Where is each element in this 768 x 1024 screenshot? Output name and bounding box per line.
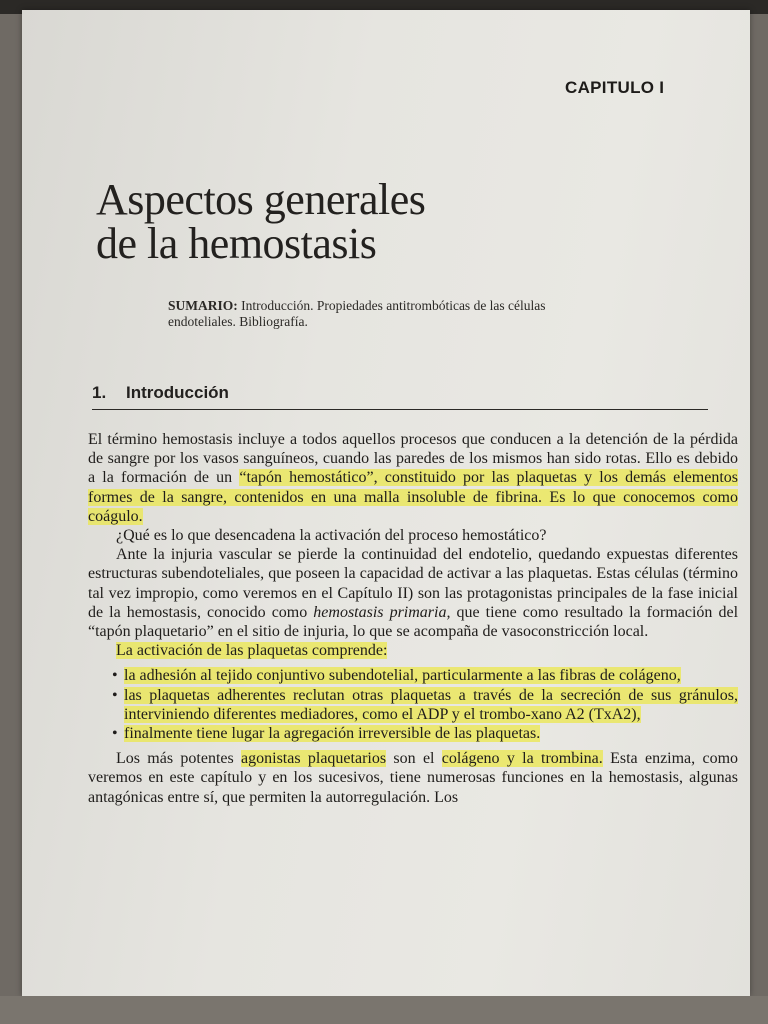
italic-term: hemostasis primaria, [313,603,451,621]
paragraph-5 [88,749,738,807]
bullet-icon: • [112,686,118,704]
bullet-icon: • [112,667,118,685]
bullet-list [88,666,738,743]
paragraph-1 [88,430,738,526]
body-text [88,430,738,807]
title-line-1: Aspectos generales [96,175,426,224]
list-item-text: finalmente tiene lugar la agregación irreversible de las plaquetas. [124,725,541,743]
section-heading [92,383,708,410]
chapter-title [96,175,426,268]
paragraph-5-text: Esta enzima, como veremos en este capítulo y en los sucesivos, tiene numerosas funciones en la hemostasis, algunas antagónicas entre sí, que permiten la autorregulación. Los [88,750,739,806]
photo-background-bottom [0,996,768,1024]
paragraph-5-text: son el [386,750,442,768]
paragraph-3 [88,545,738,641]
bullet-icon: • [112,725,118,743]
chapter-label: CAPITULO I [565,78,665,97]
highlighted-text: “tapón hemostático”, constituido por las plaquetas y los demás elementos formes de la sangre, contenidos en una malla insoluble de fibrina. Es lo que conocemos como coágulo. [88,469,739,525]
summary-text: Introducción. Propiedades antitrombóticas de las células endoteliales. Bibliografía. [168,298,546,329]
paragraph-5-text: Los más potentes [116,750,242,768]
highlighted-text: La activación de las plaquetas comprende: [116,642,388,660]
list-item [88,666,738,685]
paragraph-4 [88,641,738,660]
title-line-2: de la hemostasis [96,219,377,268]
section-number: 1. [92,383,107,402]
highlighted-text: agonistas plaquetarios [241,750,387,768]
list-item-text: la adhesión al tejido conjuntivo subendotelial, particularmente a las fibras de colágeno, [124,667,681,685]
highlighted-text: colágeno y la trombina. [441,750,603,768]
paragraph-2: ¿Qué es lo que desencadena la activación del proceso hemostático? [116,527,547,545]
paragraph-3-text: Ante la injuria vascular se pierde la continuidad del endotelio, quedando expuestas diferentes estructuras subendoteliales, que poseen la capacidad de activar a las plaquetas. Estas células (término tal vez impropio, como veremos en el Capítulo II) son las protagonistas principales de la fase inicial de la hemostasis, conocido como [88,546,738,621]
summary-label: SUMARIO: [168,298,238,313]
summary [168,298,598,330]
paragraph-3-end: que tiene como resultado la formación del “tapón plaquetario” en el sitio de injuria, lo que se acompaña de vasoconstricción local. [88,603,739,641]
list-item [88,724,738,743]
section-title: Introducción [126,383,229,402]
list-item-text: las plaquetas adherentes reclutan otras plaquetas a través de la secreción de sus gránulos, interviniendo diferentes mediadores, como el ADP y el trombo-xano A2 (TxA2), [124,686,738,723]
list-item [88,686,738,724]
paragraph-1-text: El término hemostasis incluye a todos aquellos procesos que conducen a la detención de la pérdida de sangre por los vasos sanguíneos, cuando las paredes de los mismos han sido rotas. Ello es debido a la formación de un [88,431,738,487]
